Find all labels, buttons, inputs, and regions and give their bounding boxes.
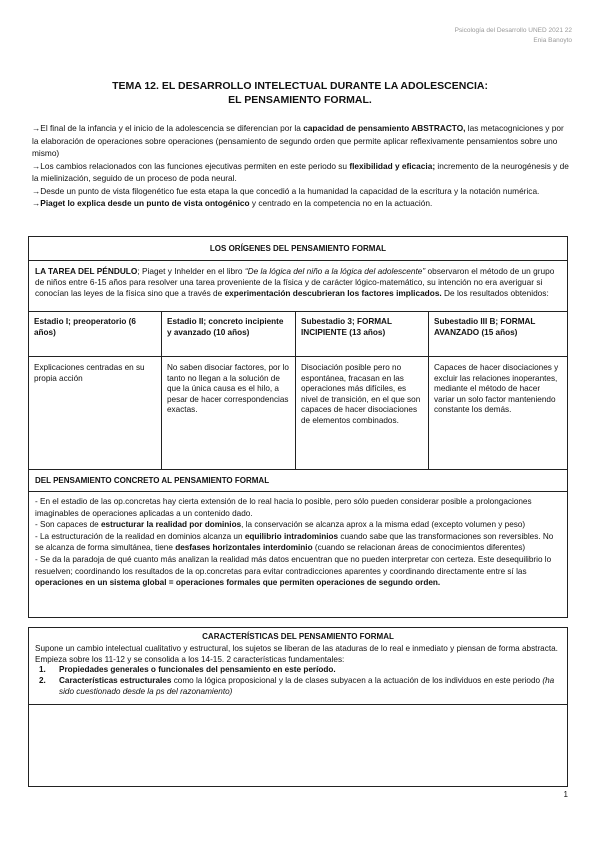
intro-p2-rest: incremento de la neurogénesis y de la mielinización, seguido de un proceso de poda neural.: [32, 160, 569, 183]
pendulum-book-title: “De la lógica del niño a la lógica del adolescente”: [244, 266, 426, 276]
features-table: [28, 627, 568, 787]
intro-paragraph-4: [32, 197, 572, 210]
header-author: Enia Banoyto: [533, 37, 572, 44]
concrete-line-2: [35, 519, 561, 531]
pendulum-text-bold: experimentación descubrieran los factores implicados.: [224, 288, 442, 298]
concrete-l3-bold-2: desfases horizontales interdominio: [175, 543, 313, 553]
features-item-1: [35, 665, 561, 676]
origins-title: LOS ORÍGENES DEL PENSAMIENTO FORMAL: [29, 237, 567, 261]
features-intro: Supone un cambio intelectual cualitativo y estructural, los sujetos se liberan de las ataduras de lo real e inmediato y piensan de forma abstracta. Empieza sobre los 11-12 y se consolida a los 14-15. 2 características fundamentales:: [35, 643, 558, 664]
features-title: CARACTERÍSTICAS DEL PENSAMIENTO FORMAL: [202, 632, 394, 641]
pendulum-text-d: De los resultados obtenidos:: [441, 288, 549, 298]
intro-paragraph-3: →Desde un punto de vista filogenético fue esta etapa la que concedió a la humanidad la capacidad de la escritura y la notación numérica.: [32, 185, 540, 196]
intro-p2-text: →Los cambios relacionados con las funciones ejecutivas permiten en este periodo su: [32, 160, 350, 171]
title-line-2: EL PENSAMIENTO FORMAL.: [228, 94, 372, 106]
concrete-line-1: - En el estadio de las op.concretas hay cierta extensión de lo real hacia lo posible, pero sólo pueden considerar posible a prolongaciones imaginables de operaciones aplicadas a un contenido dado.: [35, 497, 532, 518]
stage-1-header: Estadio I; preoperatorio (6 años): [29, 312, 162, 357]
stage-3-body: Disociación posible pero no espontánea, fracasan en las operaciones más difíciles, es nivel de transición, en el que son capaces de hacer disociaciones de elementos combinados.: [296, 357, 429, 470]
item-2-bold: Características estructurales: [59, 676, 172, 686]
concrete-line-4: [35, 554, 561, 589]
stage-3-header: Subestadio 3; FORMAL INCIPIENTE (13 años): [296, 312, 429, 357]
pendulum-task-paragraph: [29, 261, 567, 312]
intro-section: [32, 122, 572, 210]
intro-paragraph-1: [32, 122, 572, 160]
concrete-l3-text: - La estructuración de la realidad en dominios alcanza un: [35, 531, 245, 541]
page-number: 1: [563, 790, 568, 799]
concrete-line-3: [35, 531, 561, 554]
concrete-l3-bold-1: equilibrio intradominios: [244, 531, 339, 541]
features-cell: [29, 628, 567, 705]
stage-4-header: Subestadio III B; FORMAL AVANZADO (15 años): [429, 312, 567, 357]
header-course: Psicología del Desarrollo UNED 2021 22: [454, 27, 572, 34]
stage-2-header: Estadio II; concreto incipiente y avanzado (10 años): [162, 312, 296, 357]
origins-table: [28, 236, 568, 618]
title-line-1: TEMA 12. EL DESARROLLO INTELECTUAL DURANTE LA ADOLESCENCIA:: [112, 80, 488, 92]
item-2-number: 2.: [39, 676, 46, 686]
concrete-l2-text: - Son capaces de: [35, 520, 101, 530]
item-1-text: Propiedades generales o funcionales del pensamiento en este período.: [59, 665, 336, 675]
pendulum-text-b: observaron el método de un grupo de niños entre 6-15 años para resolver una tarea proveniente de la física y de carácter lógico-matemático, su intención no era averiguar si conocían las leyes de la física sino que a través de: [35, 266, 555, 298]
concrete-to-formal-title: DEL PENSAMIENTO CONCRETO AL PENSAMIENTO FORMAL: [29, 470, 567, 492]
concrete-l3-mid: cuando sabe que las transformaciones son reversibles. No se alcanza de forma simultánea, tiene: [35, 531, 554, 553]
item-1-number: 1.: [39, 665, 46, 675]
intro-p1-rest: las metacogniciones y por la elaboración de operaciones sobre operaciones (pensamiento de segundo orden que permite aplicar reflexivamente pensamientos sobre uno mismo): [32, 123, 564, 158]
page-title: [0, 79, 600, 107]
item-2-italic: (ha sido cuestionado desde la ps del razonamiento): [59, 676, 555, 696]
intro-p1-text: →El final de la infancia y el inicio de la adolescencia se diferencian por la: [32, 123, 304, 133]
concrete-l2-rest: , la conservación se alcanza aprox a la misma edad (excepto volumen y peso): [241, 520, 526, 530]
intro-paragraph-2: [32, 160, 572, 185]
concrete-l4-bold: operaciones en un sistema global = operaciones formales que permiten operaciones de segundo orden.: [35, 578, 441, 588]
pendulum-label: LA TAREA DEL PÉNDULO: [35, 266, 138, 276]
running-header: [455, 26, 572, 46]
intro-p1-bold: capacidad de pensamiento ABSTRACTO,: [303, 123, 466, 133]
concrete-to-formal-body: [29, 492, 567, 593]
stage-1-body: Explicaciones centradas en su propia acción: [29, 357, 162, 470]
features-item-2: [35, 676, 561, 698]
intro-p4-rest: y centrado en la competencia no en la actuación.: [249, 198, 433, 208]
pendulum-text-a: ; Piaget y Inhelder en el libro: [137, 266, 245, 276]
item-2-text: como la lógica proposicional y la de clases subyacen a la actuación de los individuos en este periodo: [171, 676, 543, 686]
stages-grid: [29, 312, 567, 470]
intro-p4-bold: →Piaget lo explica desde un punto de vista ontogénico: [32, 198, 250, 208]
stage-4-body: Capaces de hacer disociaciones y excluir las relaciones inoperantes, mediante el método de hacer variar un solo factor manteniendo constante los demás.: [429, 357, 567, 470]
stage-2-body: No saben disociar factores, por lo tanto no llegan a la solución de que la única causa es el hilo, a pesar de hacer correspondencias exactas.: [162, 357, 296, 470]
concrete-l2-bold: estructurar la realidad por dominios: [101, 520, 242, 530]
concrete-l3-rest: (cuando se relacionan áreas de conocimientos diferentes): [312, 543, 526, 553]
concrete-l4-text: - Se da la paradoja de qué cuanto más analizan la realidad más datos encuentran que no pueden interpretar con certeza. Este desequilibrio lo resuelven; coordinando los resultados de la op.concretas para evitar contradicciones aparentes y coordinando directamente entre sí las: [35, 554, 552, 576]
intro-p2-bold: flexibilidad y eficacia;: [349, 160, 436, 171]
